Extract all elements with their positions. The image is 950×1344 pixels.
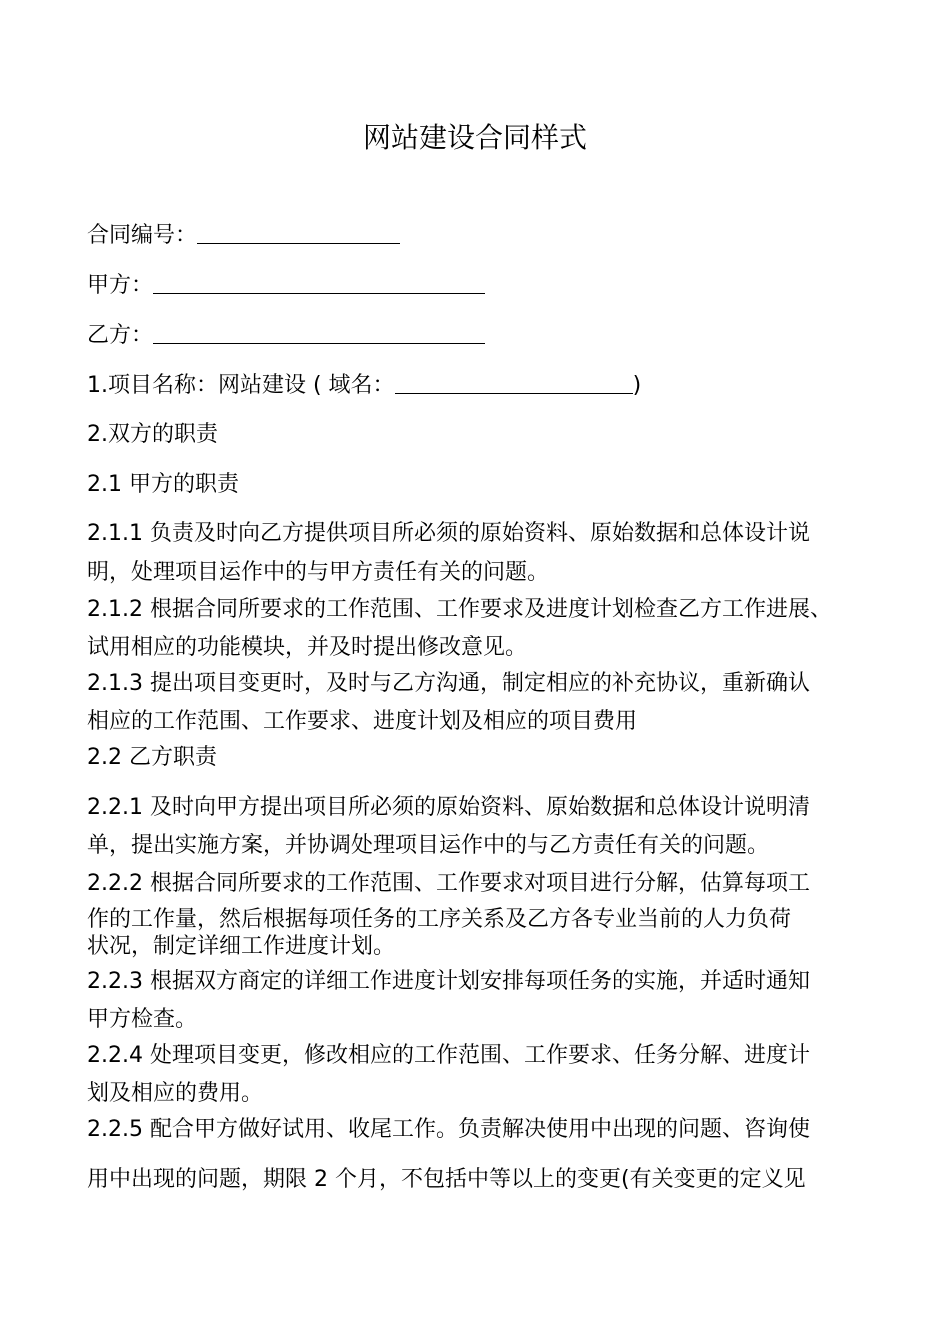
contract-number-blank (197, 221, 400, 244)
item-2-2-4-line-1: 2.2.4 处理项目变更，修改相应的工作范围、工作要求、任务分解、进度计 (87, 1043, 810, 1068)
item-2-2-2-line-3: 状况，制定详细工作进度计划。 (87, 934, 396, 959)
party-b-line (87, 320, 485, 352)
item-2-1-1-line-1: 2.1.1 负责及时向乙方提供项目所必须的原始资料、原始数据和总体设计说 (87, 521, 810, 546)
item-2-heading: 2.双方的职责 (87, 422, 218, 447)
item-2-2-5-line-2: 用中出现的问题，期限 2 个月，不包括中等以上的变更(有关变更的定义见 (87, 1167, 806, 1192)
party-a-label: 甲方： (87, 273, 154, 298)
item-2-2-1-line-1: 2.2.1 及时向甲方提出项目所必须的原始资料、原始数据和总体设计说明清 (87, 795, 810, 820)
item-2-1-3-line-2: 相应的工作范围、工作要求、进度计划及相应的项目费用 (87, 709, 638, 734)
item-2-1-2-line-1: 2.1.2 根据合同所要求的工作范围、工作要求及进度计划检查乙方工作进展、 (87, 597, 832, 622)
item-2-2-2-line-2: 作的工作量，然后根据每项任务的工序关系及乙方各专业当前的人力负荷 (87, 907, 792, 932)
party-a-line (87, 270, 485, 302)
item-2-1-2-line-2: 试用相应的功能模块，并及时提出修改意见。 (87, 635, 528, 660)
item-1-line (87, 370, 641, 402)
item-1-text: 1.项目名称：网站建设 ( 域名： (87, 373, 395, 398)
contract-number-label: 合同编号： (87, 223, 198, 248)
item-2-1-1-line-2: 明，处理项目运作中的与甲方责任有关的问题。 (87, 560, 550, 585)
item-1-close: ) (632, 373, 642, 398)
party-b-label: 乙方： (87, 323, 154, 348)
item-2-2-3-line-2: 甲方检查。 (87, 1007, 198, 1032)
item-2-2-1-line-2: 单，提出实施方案，并协调处理项目运作中的与乙方责任有关的问题。 (87, 833, 770, 858)
item-2-2-heading: 2.2 乙方职责 (87, 745, 217, 770)
item-2-1-heading: 2.1 甲方的职责 (87, 472, 239, 497)
item-2-2-5-line-1: 2.2.5 配合甲方做好试用、收尾工作。负责解决使用中出现的问题、咨询使 (87, 1117, 810, 1142)
item-2-2-4-line-2: 划及相应的费用。 (87, 1081, 264, 1106)
item-2-1-3-line-1: 2.1.3 提出项目变更时，及时与乙方沟通，制定相应的补充协议，重新确认 (87, 671, 810, 696)
party-a-blank (153, 271, 485, 294)
party-b-blank (153, 321, 485, 344)
page-title: 网站建设合同样式 (362, 121, 587, 154)
domain-blank (395, 371, 633, 394)
item-2-2-2-line-1: 2.2.2 根据合同所要求的工作范围、工作要求对项目进行分解，估算每项工 (87, 871, 810, 896)
contract-number-line (87, 220, 400, 252)
item-2-2-3-line-1: 2.2.3 根据双方商定的详细工作进度计划安排每项任务的实施，并适时通知 (87, 969, 810, 994)
